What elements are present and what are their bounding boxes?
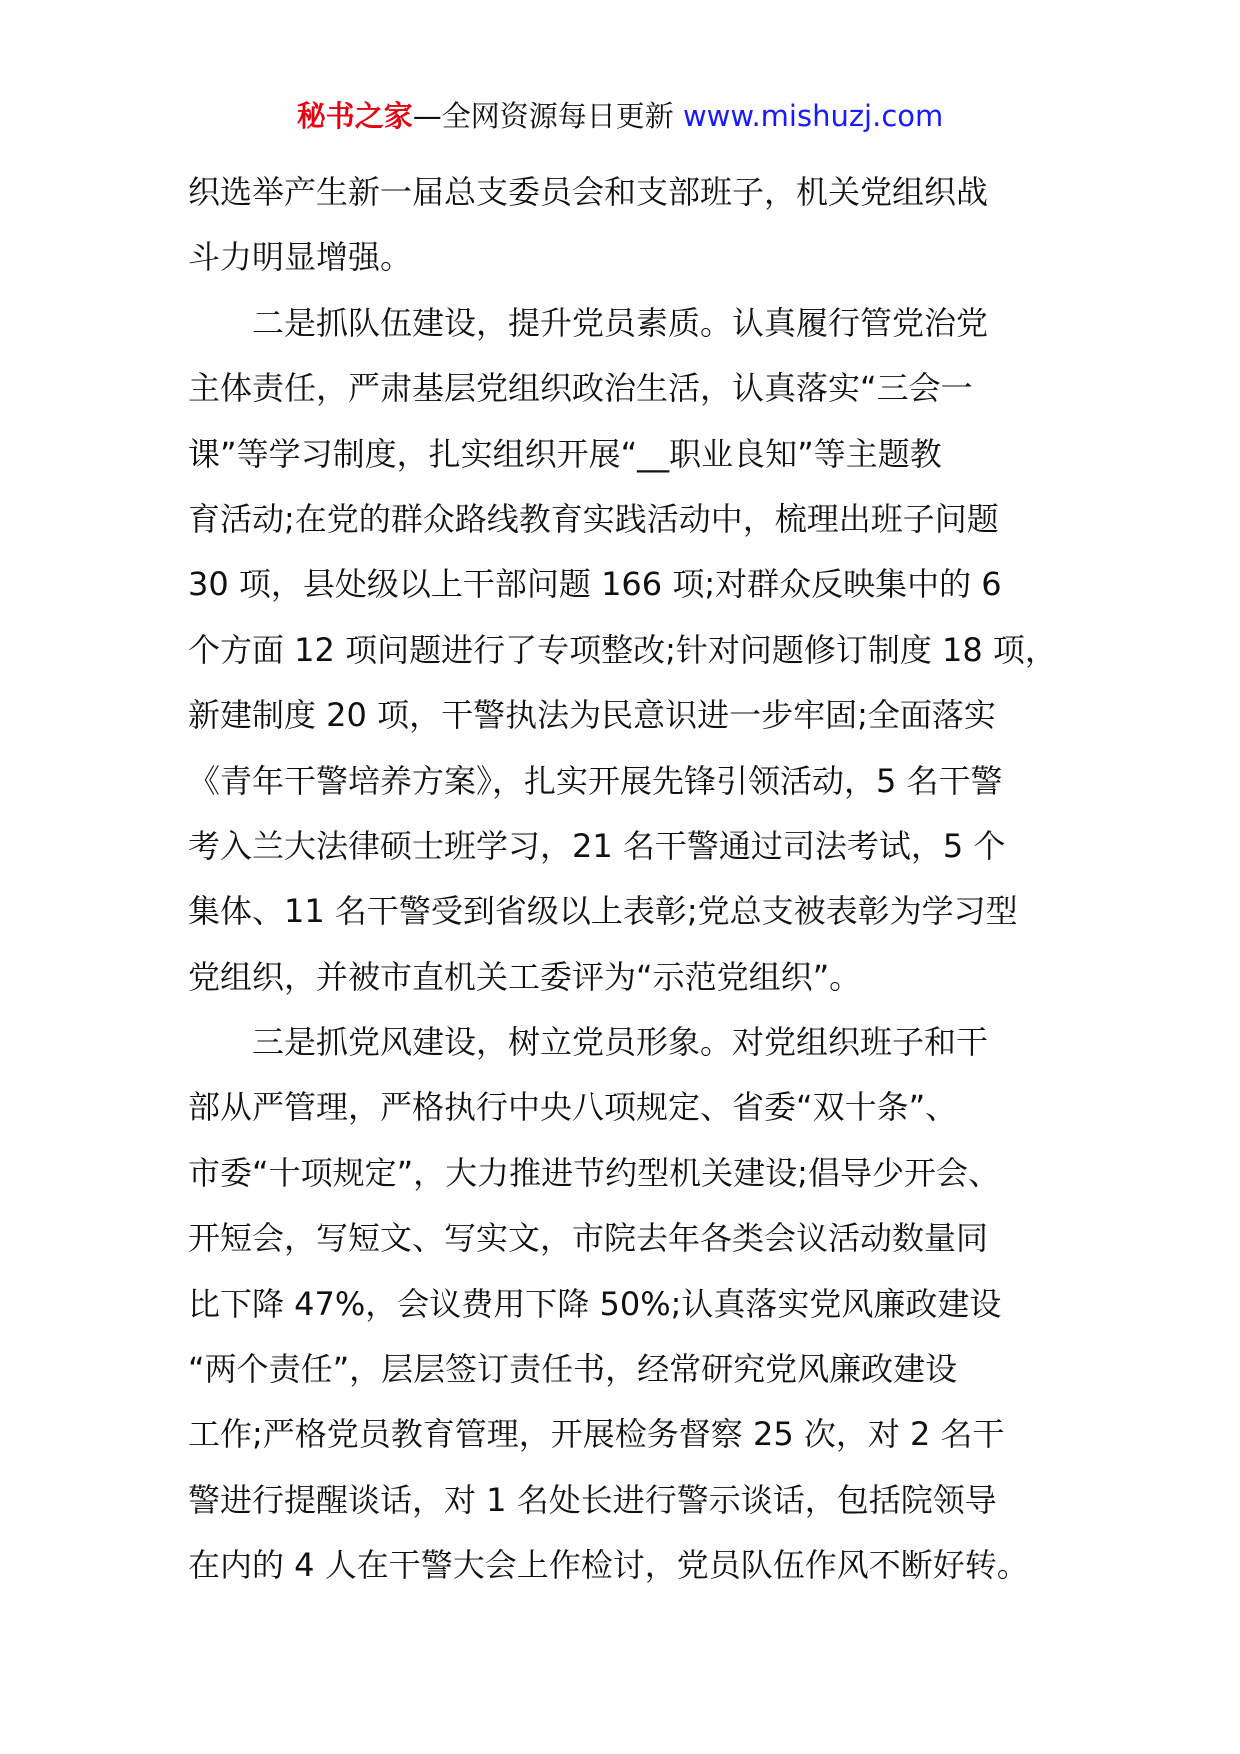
body-line: 课”等学习制度，扎实组织开展“__职业良知”等主题教 — [188, 434, 942, 473]
body-line: 斗力明显增强。 — [188, 238, 413, 277]
body-line: 《青年干警培养方案》，扎实开展先锋引领活动，5 名干警 — [188, 761, 1003, 800]
site-url-link[interactable]: www.mishuzj.com — [682, 99, 944, 133]
header-tagline: —全网资源每日更新 — [412, 99, 674, 133]
body-line: 考入兰大法律硕士班学习，21 名干警通过司法考试，5 个 — [188, 826, 1006, 865]
page-header — [0, 96, 1240, 136]
paragraph-start-line: 三是抓党风建设，树立党员形象。对党组织班子和干 — [252, 1023, 989, 1062]
body-line: 工作;严格党员教育管理，开展检务督察 25 次，对 2 名干 — [188, 1415, 1005, 1454]
body-line: 集体、11 名干警受到省级以上表彰;党总支被表彰为学习型 — [188, 892, 1018, 931]
body-line: 部从严管理，严格执行中央八项规定、省委“双十条”、 — [188, 1088, 958, 1127]
body-line: 在内的 4 人在干警大会上作检讨，党员队伍作风不断好转。 — [188, 1546, 1029, 1585]
body-line: 育活动;在党的群众路线教育实践活动中，梳理出班子问题 — [188, 499, 999, 538]
body-line: 个方面 12 项问题进行了专项整改;针对问题修订制度 18 项， — [188, 630, 1057, 669]
body-line: 织选举产生新一届总支委员会和支部班子，机关党组织战 — [188, 173, 989, 211]
brand-name: 秘书之家 — [296, 99, 413, 133]
body-line: 开短会，写短文、写实文，市院去年各类会议活动数量同 — [188, 1219, 989, 1258]
document-body — [188, 160, 1088, 1599]
body-line: “两个责任”，层层签订责任书，经常研究党风廉政建设 — [188, 1350, 958, 1389]
body-line: 党组织，并被市直机关工委评为“示范党组织”。 — [188, 957, 862, 996]
body-line: 比下降 47%，会议费用下降 50%;认真落实党风廉政建设 — [188, 1284, 1002, 1323]
body-line: 30 项，县处级以上干部问题 166 项;对群众反映集中的 6 — [188, 565, 1002, 604]
body-line: 主体责任，严肃基层党组织政治生活，认真落实“三会一 — [188, 369, 973, 408]
body-line: 市委“十项规定”，大力推进节约型机关建设;倡导少开会、 — [188, 1153, 1000, 1192]
paragraph-start-line: 二是抓队伍建设，提升党员素质。认真履行管党治党 — [252, 303, 989, 342]
body-line: 新建制度 20 项，干警执法为民意识进一步牢固;全面落实 — [188, 696, 996, 735]
body-line: 警进行提醒谈话，对 1 名处长进行警示谈话，包括院领导 — [188, 1480, 997, 1519]
